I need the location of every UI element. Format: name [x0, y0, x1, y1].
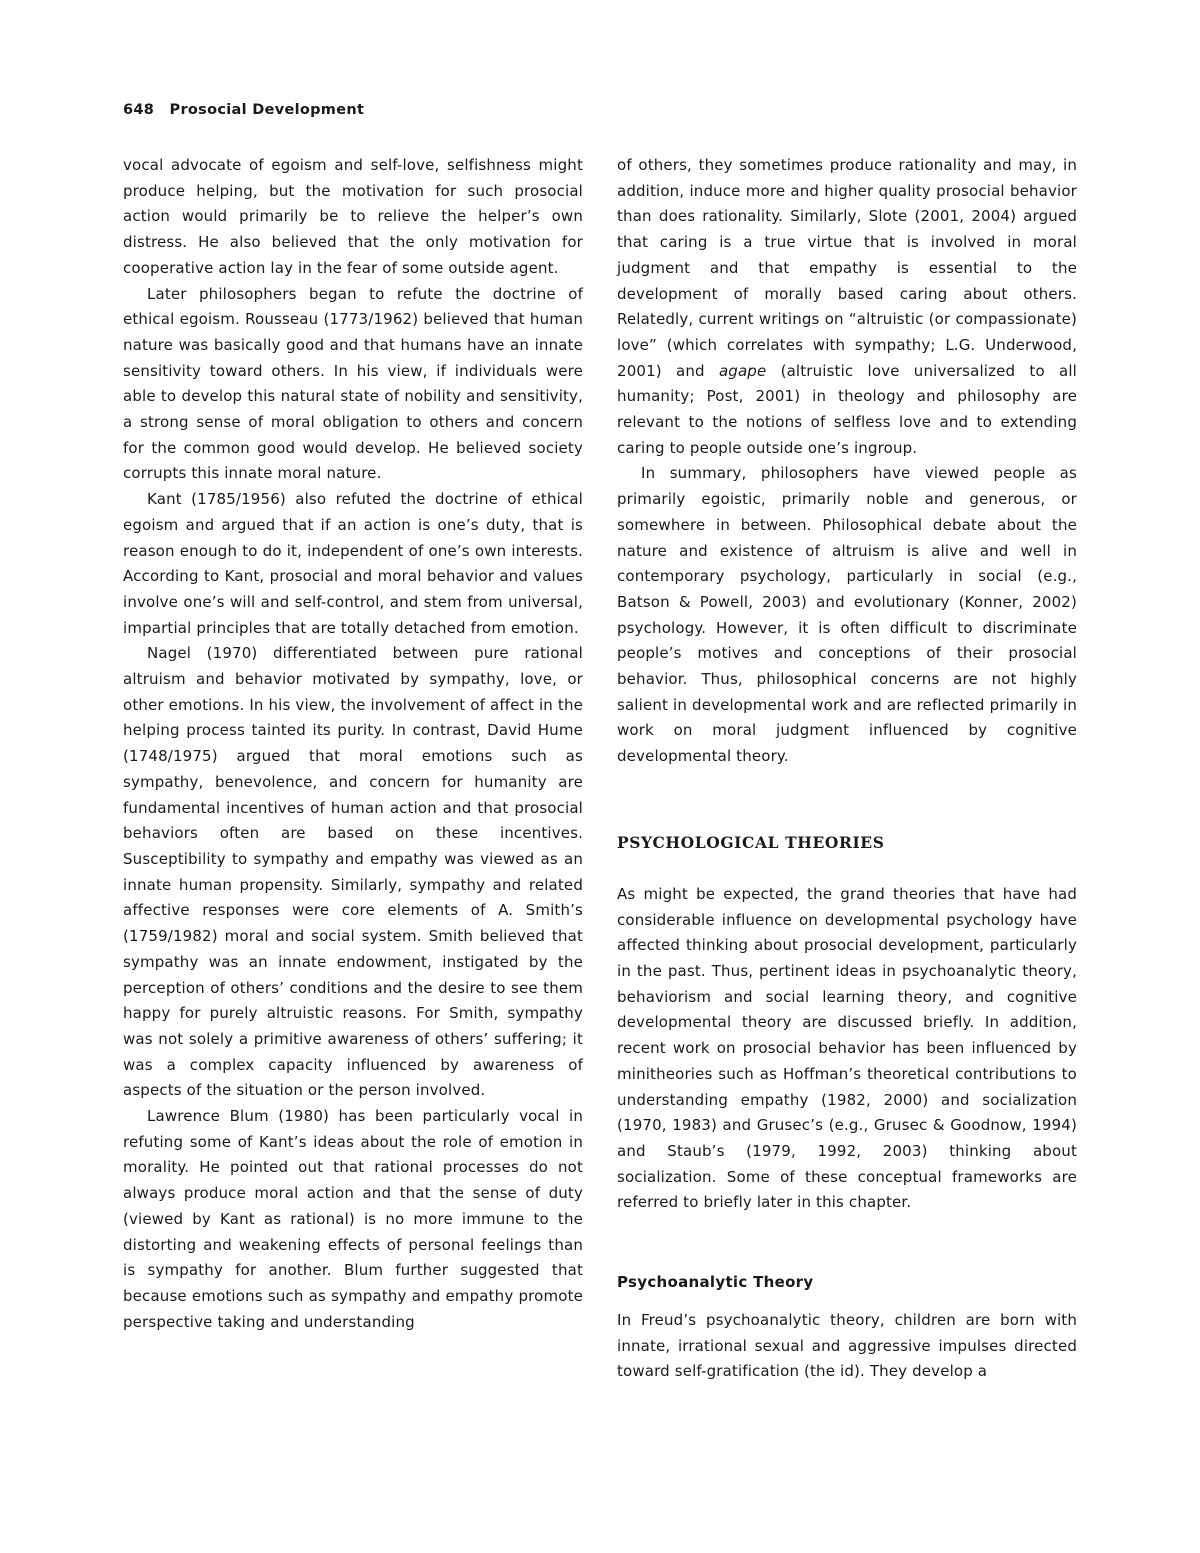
paragraph-text: (altruistic love universalized to all humanity; Post, 2001) in theology and philosophy are relevant to the notions of selfless love and to extending caring to people outside one’s ingroup. [617, 361, 1077, 457]
paragraph: In summary, philosophers have viewed people as primarily egoistic, primarily noble and generous, or somewhere in between. Philosophical debate about the nature and existence of altruism is alive and well in contemporary psychology, particularly in social (e.g., Batson & Powell, 2003) and evolutionary (Konner, 2002) psychology. However, it is often difficult to discriminate people’s motives and conceptions of their prosocial behavior. Thus, philosophical concerns are not highly salient in developmental work and are reflected primarily in work on moral judgment influenced by cognitive developmental theory. [617, 464, 1077, 766]
left-column [123, 153, 583, 1335]
spacer [617, 1216, 1077, 1272]
right-column [617, 153, 1077, 1385]
running-header [123, 102, 623, 118]
paragraph: As might be expected, the grand theories that have had considerable influence on developmental psychology have affected thinking about prosocial development, particularly in the past. Thus, pertinent ideas in psychoanalytic theory, behaviorism and social learning theory, and cognitive developmental theory are discussed briefly. In addition, recent work on prosocial behavior has been influenced by minitheories such as Hoffman’s theoretical contributions to understanding empathy (1982, 2000) and socialization (1970, 1983) and Grusec’s (e.g., Grusec & Goodnow, 1994) and Staub’s (1979, 1992, 2003) thinking about socialization. Some of these conceptual frameworks are referred to briefly later in this chapter. [617, 884, 1077, 1212]
spacer [617, 853, 1077, 882]
paragraph: Kant (1785/1956) also refuted the doctrine of ethical egoism and argued that if an action is one’s duty, that is reason enough to do it, independent of one’s own interests. According to Kant, prosocial and moral behavior and values involve one’s will and self-control, and stem from universal, impartial principles that are totally detached from emotion. [123, 490, 583, 637]
paragraph: In Freud’s psychoanalytic theory, children are born with innate, irrational sexual and aggressive impulses directed toward self-gratification (the id). They develop a [617, 1311, 1077, 1381]
section-heading: PSYCHOLOGICAL THEORIES [617, 832, 885, 852]
italic-term: agape [718, 361, 767, 380]
paragraph: vocal advocate of egoism and self-love, selfishness might produce helping, but the motivation for such prosocial action would primarily be to relieve the helper’s own distress. He also believed that the only motivation for cooperative action lay in the fear of some outside agent. [123, 156, 583, 277]
paragraph: Lawrence Blum (1980) has been particularly vocal in refuting some of Kant’s ideas about the role of emotion in morality. He pointed out that rational processes do not always produce moral action and that the sense of duty (viewed by Kant as rational) is no more immune to the distorting and weakening effects of personal feelings than is sympathy for another. Blum further suggested that because emotions such as sympathy and empathy promote perspective taking and understanding [123, 1107, 583, 1331]
page-number: 648 [123, 102, 155, 118]
running-title: Prosocial Development [169, 102, 365, 118]
paragraph-text: of others, they sometimes produce rationality and may, in addition, induce more and higher quality prosocial behavior than does rationality. Similarly, Slote (2001, 2004) argued that caring is a true virtue that is involved in moral judgment and that empathy is essential to the development of morally based caring about others. Relatedly, current writings on “altruistic (or compassionate) love” (which correlates with sympathy; L.G. Underwood, 2001) and [617, 156, 1077, 380]
paragraph: Later philosophers began to refute the doctrine of ethical egoism. Rousseau (1773/1962) believed that human nature was basically good and that humans have an innate sensitivity toward others. In his view, if individuals were able to develop this natural state of nobility and sensitivity, a strong sense of moral obligation to others and concern for the common good would develop. He believed society corrupts this innate moral nature. [123, 284, 583, 483]
spacer [617, 770, 1077, 833]
paragraph: Nagel (1970) differentiated between pure rational altruism and behavior motivated by sympathy, love, or other emotions. In his view, the involvement of affect in the helping process tainted its purity. In contrast, David Hume (1748/1975) argued that moral emotions such as sympathy, benevolence, and concern for humanity are fundamental incentives of human action and that prosocial behaviors often are based on these incentives. Susceptibility to sympathy and empathy was viewed as an innate human propensity. Similarly, sympathy and related affective responses were core elements of A. Smith’s (1759/1982) moral and social system. Smith believed that sympathy was an innate endowment, instigated by the perception of others’ conditions and the desire to see them happy for purely altruistic reasons. For Smith, sympathy was not solely a primitive awareness of others’ suffering; it was a complex capacity influenced by awareness of aspects of the situation or the person involved. [123, 644, 583, 1100]
paragraph [617, 153, 1077, 461]
subsection-heading: Psychoanalytic Theory [617, 1273, 814, 1292]
spacer [617, 1292, 1077, 1308]
